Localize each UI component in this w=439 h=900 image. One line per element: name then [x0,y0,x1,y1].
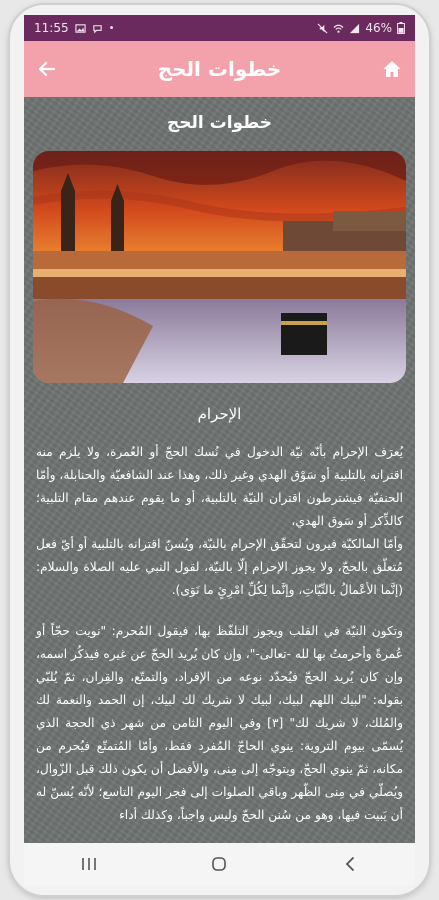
makkah-sunset-picture [33,151,406,383]
article-content[interactable] [24,97,415,843]
status-bar [24,15,415,41]
recents-button[interactable] [74,849,104,879]
screen [24,15,415,885]
page-title: خطوات الحج [166,113,272,133]
chat-notification-icon [92,23,103,34]
paragraph-ihram: يُعرَف الإحرام بأنّه نيّة الدخول في نُسك الحجّ أو العُمرة، ولا يلزم منه اقترانه بالتلبية أو سَوْق الهدي وغير ذلك، وهذا عند الشافعيّة والحنابلة، وأمّا الحنفيّة فيشترطون اقتران النيّة بالتلبية، أو ما يقوم عندهم مقام التلبية؛ كالذِّكر أو سَوق الهدي، وأمّا المالكيّة فيرون لتحقّق الإحرام بالنيّة، ويُسنّ اقترانه بالتلبية أو أيّ فعل مُتعلّق بالحجّ، ولا يجوز الإحرام إلّا بالنيّة، لقول النبي عليه الصلاة والسلام: (إنَّما الأعْمالُ بالنِّيّاتِ، وإنَّما لِكُلِّ امْرِئٍ ما نَوَى). [36,445,403,597]
home-button[interactable] [379,56,405,82]
silent-icon [317,23,328,34]
back-button[interactable] [34,56,60,82]
battery-percent: 46% [365,21,392,35]
wifi-icon [333,23,344,34]
paragraph-niyyah: وتكون النيّة في القلب ويجوز التلفّظ بها، فيقول المُحرم: "نويت حجّاً أو عُمرةً وأحرمتُ بها لله -تعالى-"، وإن كان يُريد الحجّ عن غيره فيذكُر اسمه، وإن كان يُريد الحجّ فيُحدّد نوعه من الإفراد، والتمتّع، والقِران، ثمّ يُلبّي بقوله: "لبيك اللهم لبيك، لبيك لا شريك لك لبيك، إن الحمد والنعمة لك والمُلك، لا شريك لك" [٣] وفي اليوم الثامن من شهر ذي الحجة الذي يُسمّى بيوم التروية: ينوي الحاجّ المُفرد فقط، وأمّا المُتمتّع فيُحرم من مكانه، ثمّ ينوي الحجّ، ويتوجّه إلى مِنى، والأفضل أن يكون ذلك قبل الزّوال، ويُصلّي في مِنى الظّهر وباقي الصلوات إلى فجر اليوم التاسع؛ لأنّه يُسنّ له أن يَبيت فيها، وهو من سُنن الحجّ وليس واجباً، وكذلك أداء [32,624,404,822]
back-chevron-icon [344,856,356,872]
kaaba-image [33,151,406,383]
phone-frame [10,5,429,895]
arrow-left-icon [37,59,57,79]
status-time: 11:55 [34,21,69,35]
back-nav-button[interactable] [335,849,365,879]
app-bar-title: خطوات الحج [157,57,282,81]
status-right [317,21,405,35]
system-nav-bar [24,843,415,885]
home-nav-button[interactable] [204,849,234,879]
image-notification-icon [75,23,86,34]
status-dot: • [108,22,115,34]
battery-icon [397,22,405,34]
app-bar [24,41,415,97]
recents-icon [81,857,97,871]
section-heading: الإحرام [197,405,242,423]
home-icon [382,59,402,79]
home-circle-icon [211,856,227,872]
signal-icon [349,23,360,34]
status-left [34,21,115,35]
